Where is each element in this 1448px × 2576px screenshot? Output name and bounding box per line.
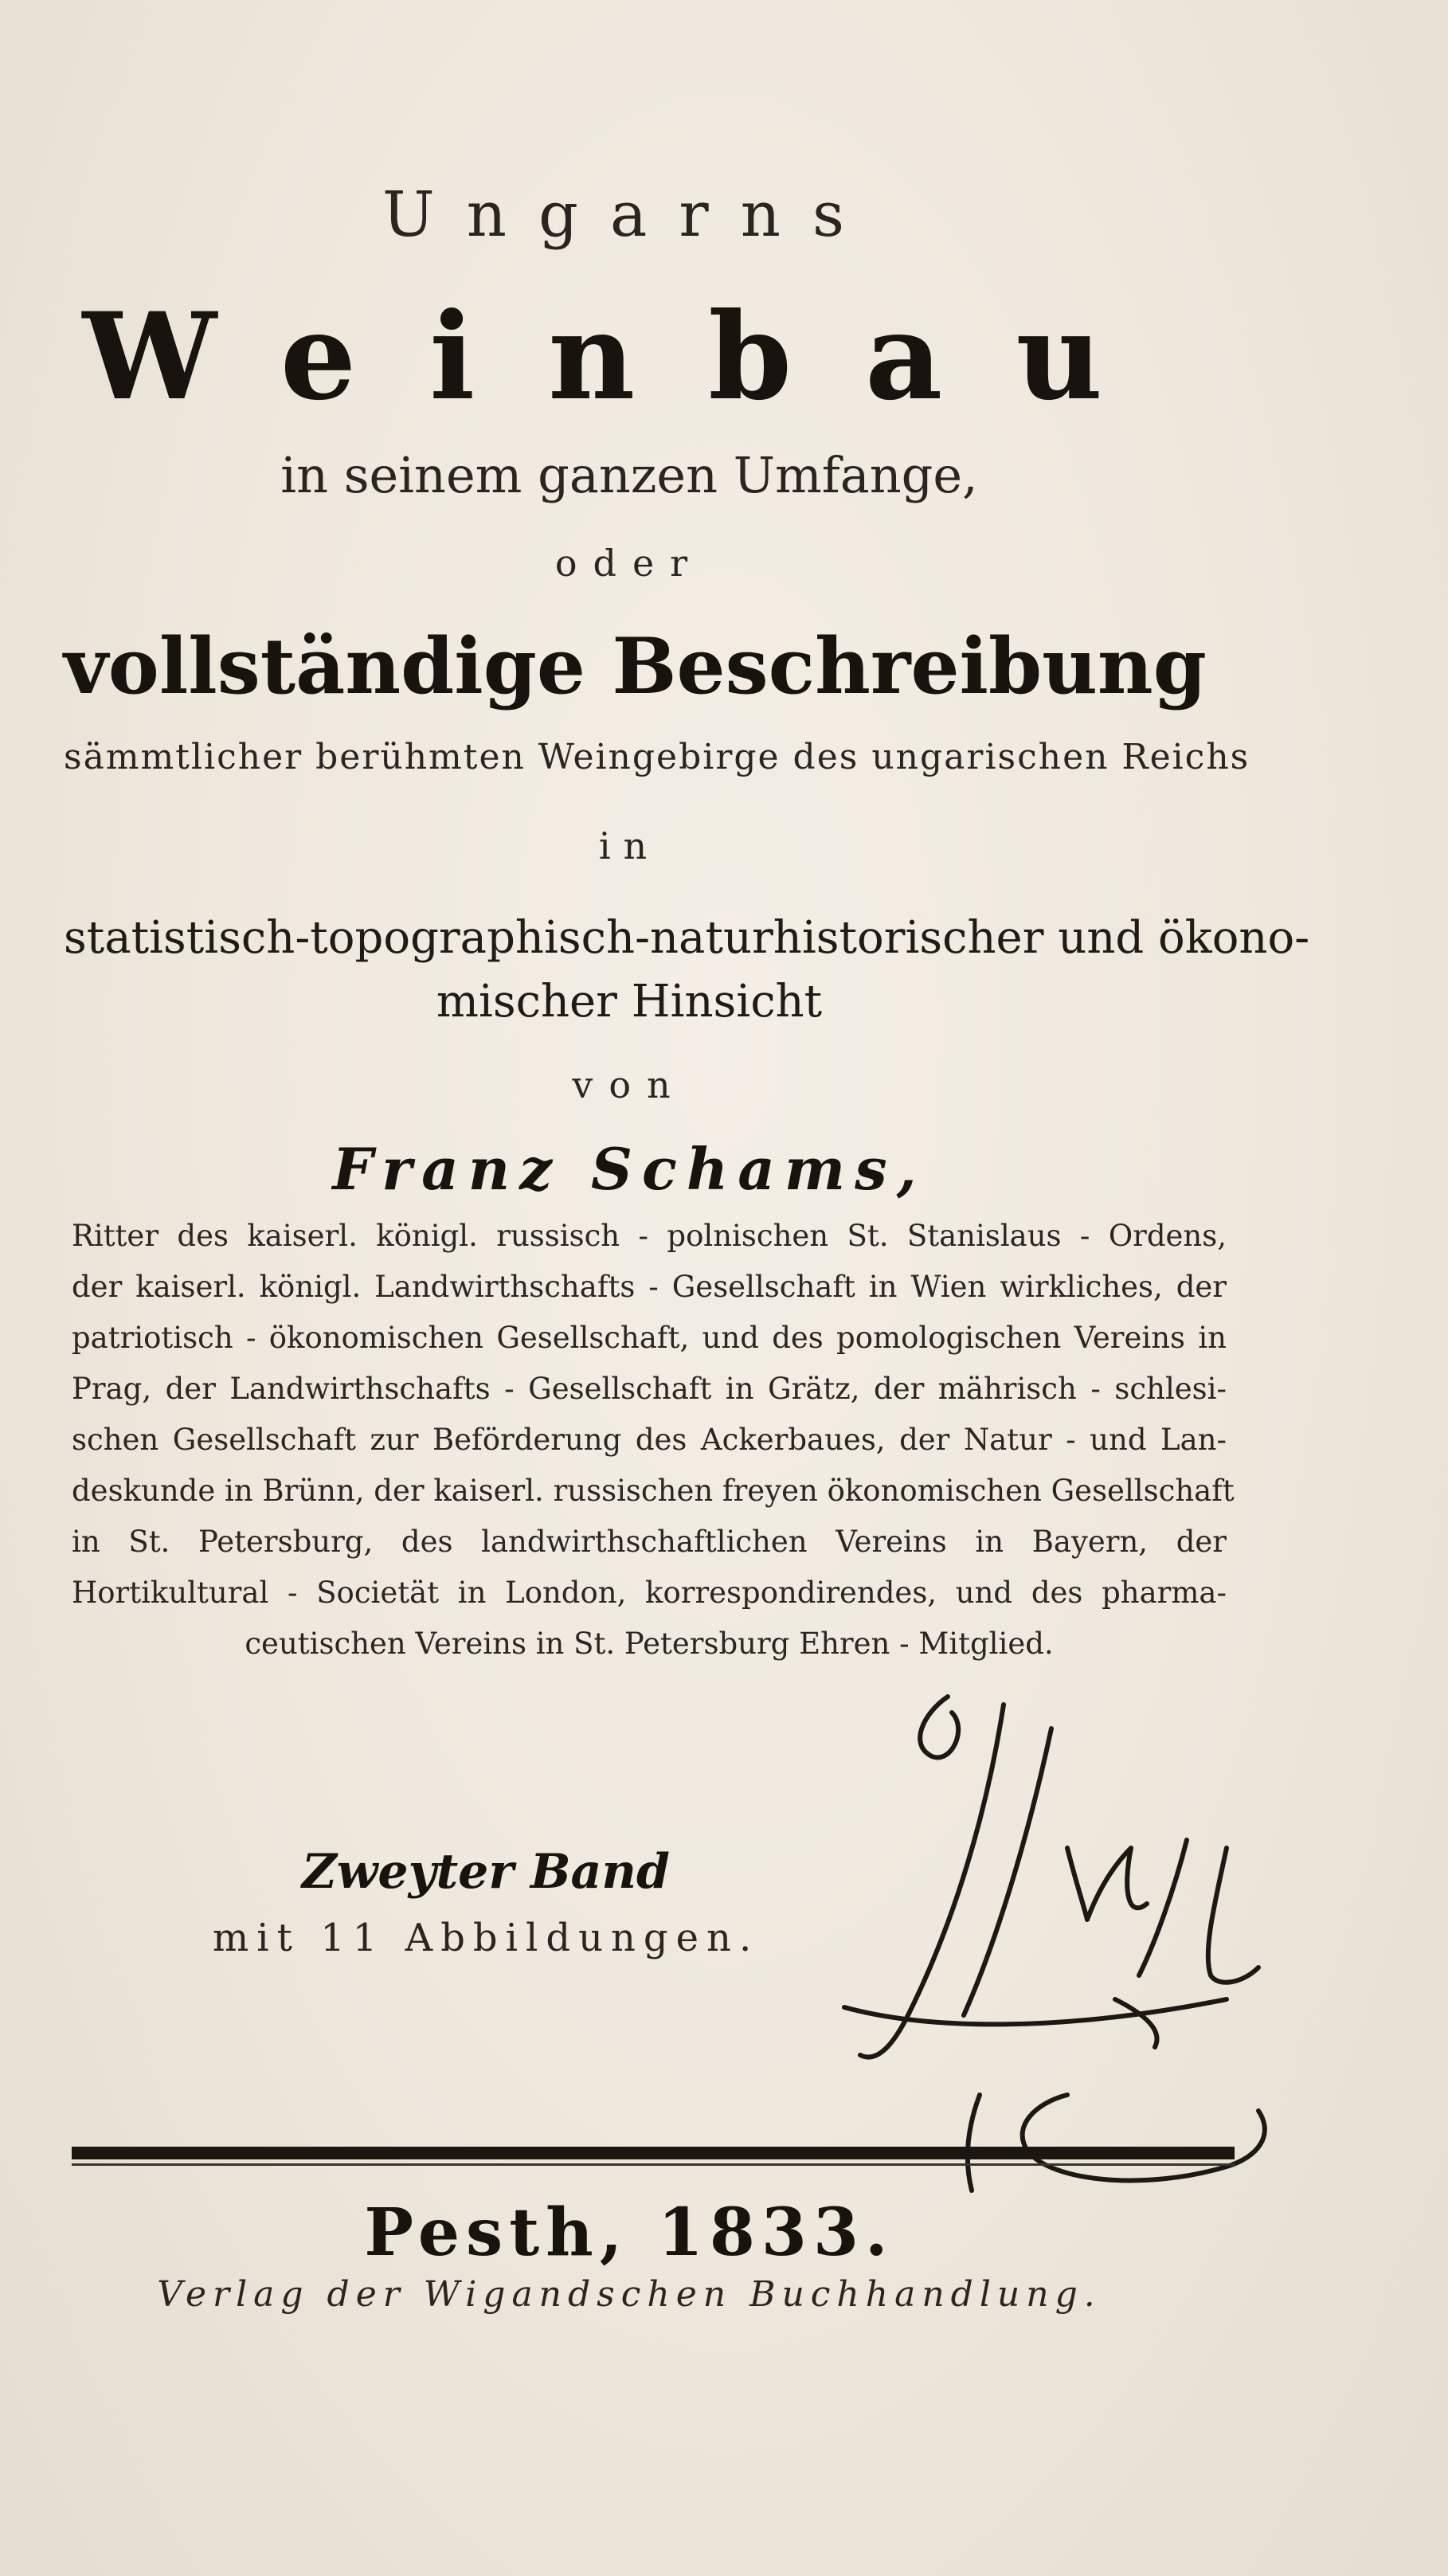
author-title-line: in St. Petersburg, des landwirthschaftlichen Vereins in Bayern, der — [72, 1525, 1227, 1559]
publisher: Verlag der Wigandschen Buchhandlung. — [157, 2274, 1102, 2315]
illustrations-note: mit 11 Abbildungen. — [212, 1916, 760, 1960]
author-title-line: Ritter des kaiserl. königl. russisch - polnischen St. Stanislaus - Ordens, — [72, 1219, 1227, 1253]
author-title-line: schen Gesellschaft zur Beförderung des Ackerbaues, der Natur - und Lan- — [72, 1423, 1227, 1457]
author-title-line: ceutischen Vereins in St. Petersburg Ehren - Mitglied. — [245, 1627, 1054, 1661]
author-title-line: deskunde in Brünn, der kaiserl. russischen freyen ökonomischen Gesellschaft — [72, 1474, 1235, 1508]
subtitle-weingebirge: sämmtlicher berühmten Weingebirge des ungarischen Reichs — [64, 737, 1250, 777]
subtitle-statistisch-line-1: statistisch-topographisch-naturhistorischer und ökono- — [64, 912, 1310, 964]
connector-oder: oder — [554, 542, 704, 585]
title-ungarns: Ungarns — [382, 179, 876, 251]
connector-von: von — [572, 1063, 687, 1106]
horizontal-rule — [72, 2147, 1235, 2159]
author-title-line: Prag, der Landwirthschafts - Gesellschaft in Grätz, der mährisch - schlesi- — [72, 1372, 1227, 1406]
connector-in: in — [598, 824, 660, 867]
title-beschreibung: vollständige Beschreibung — [64, 621, 1207, 711]
author-title-line: der kaiserl. königl. Landwirthschafts - Gesellschaft in Wien wirkliches, der — [72, 1270, 1227, 1304]
author-name: Franz Schams, — [332, 1135, 926, 1203]
title-weinbau: Weinbau — [82, 287, 1176, 427]
subtitle-umfange: in seinem ganzen Umfange, — [280, 446, 978, 504]
author-title-line: patriotisch - ökonomischen Gesellschaft, und des pomologischen Vereins in — [72, 1321, 1227, 1355]
place-and-year: Pesth, 1833. — [364, 2194, 894, 2271]
author-title-line: Hortikultural - Societät in London, korrespondirendes, und des pharma- — [72, 1576, 1227, 1610]
handwritten-signature — [812, 1681, 1306, 2254]
author-titles — [72, 1211, 1235, 1670]
volume-label: Zweyter Band — [301, 1844, 671, 1900]
subtitle-statistisch-line-2: mischer Hinsicht — [436, 976, 823, 1028]
horizontal-rule-thin — [72, 2163, 1235, 2166]
